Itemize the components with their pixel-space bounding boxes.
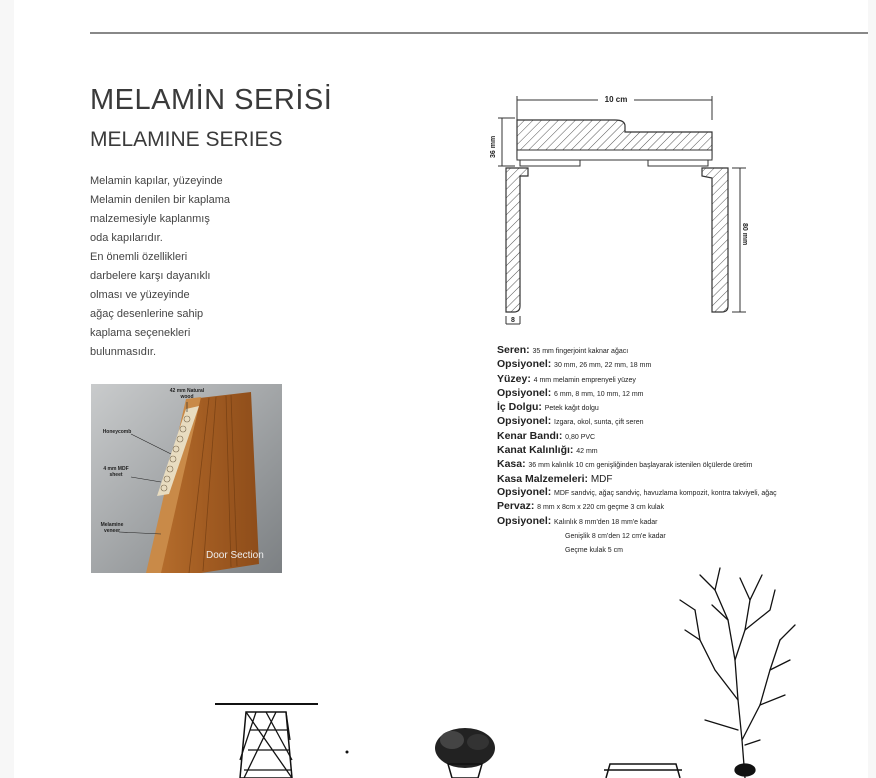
spec-value: Kalınlık 8 mm'den 18 mm'e kadar xyxy=(554,518,658,526)
description-line: Melamin kapılar, yüzeyinde xyxy=(90,175,223,187)
width-label: 10 cm xyxy=(604,95,628,104)
spec-key: Kasa Malzemeleri: xyxy=(497,472,589,485)
description-line: Melamin denilen bir kaplama xyxy=(90,194,231,206)
spec-value: Petek kağıt dolgu xyxy=(544,405,599,413)
branch-tree-illustration xyxy=(680,568,795,778)
page-subtitle: MELAMINE SERIES xyxy=(90,128,283,151)
description-line: oda kapılarıdır. xyxy=(90,232,163,244)
spec-key: Opsiyonel: xyxy=(497,415,552,428)
spec-value: MDF xyxy=(590,473,613,485)
image-caption: Door Section xyxy=(206,550,264,561)
spec-value: 35 mm fingerjoint kaknar ağacı xyxy=(532,348,629,355)
description-line: En önemli özellikleri xyxy=(90,251,188,263)
description-line: olması ve yüzeyinde xyxy=(90,289,190,301)
label-melamine-veneer: Melamine veneer xyxy=(100,522,124,534)
spec-value: 6 mm, 8 mm, 10 mm, 12 mm xyxy=(554,390,644,398)
spec-value: MDF sandviç, ağaç sandviç, havuzlama kompozit, kontra takviyeli, ağaç xyxy=(554,489,777,497)
spec-value: 30 mm, 26 mm, 22 mm, 18 mm xyxy=(554,362,652,370)
spec-key: Opsiyonel: xyxy=(497,485,552,498)
description-line: bulunmasıdır. xyxy=(90,346,157,358)
dot-decoration xyxy=(346,751,349,754)
height-label: 36 mm xyxy=(490,135,497,158)
spec-key: Seren: xyxy=(497,344,530,356)
spec-value: Genişlik 8 cm'den 12 cm'e kadar xyxy=(565,532,666,540)
label-natural-wood: 42 mm Natural wood xyxy=(169,388,205,400)
bench-illustration xyxy=(604,764,682,778)
description-line: darbelere karşı dayanıklı xyxy=(90,270,211,282)
description-line: ağaç desenlerine sahip xyxy=(90,308,204,320)
label-mdf-sheet: 4 mm MDF sheet xyxy=(103,466,129,478)
spec-key: Kanat Kalınlığı: xyxy=(497,444,574,457)
spec-key: Yüzey: xyxy=(497,372,531,385)
spec-key: İç Dolgu: xyxy=(497,401,542,414)
spec-value: 42 mm xyxy=(576,448,598,456)
side-table-illustration xyxy=(215,704,318,778)
spec-key: Opsiyonel: xyxy=(497,358,552,371)
label-honeycomb: Honeycomb xyxy=(102,429,132,435)
spec-key: Pervaz: xyxy=(497,500,535,513)
spec-value: Geçme kulak 5 cm xyxy=(565,547,623,555)
page-title: MELAMİN SERİSİ xyxy=(90,84,333,116)
spec-key: Opsiyonel: xyxy=(497,514,552,527)
description-line: kaplama seçenekleri xyxy=(90,327,191,339)
side-label: 80 mm xyxy=(741,223,748,246)
potted-plant-illustration xyxy=(435,728,495,778)
spec-value: 8 mm x 8cm x 220 cm geçme 3 cm kulak xyxy=(537,504,664,512)
spec-key: Kenar Bandı: xyxy=(497,429,563,442)
description-line: malzemesiyle kaplanmış xyxy=(90,213,210,225)
spec-value: 36 mm kalınlık 10 cm genişliğinden başlayarak istenilen ölçülerde üretim xyxy=(528,462,753,470)
bottom-label: 8 xyxy=(511,317,515,324)
spec-value: 0,80 PVC xyxy=(565,433,596,441)
spec-value: Izgara, okol, sunta, çift seren xyxy=(554,419,644,427)
spec-key: Kasa: xyxy=(497,458,526,471)
spec-key: Opsiyonel: xyxy=(497,386,552,399)
spec-value: 4 mm melamin emprenyeli yüzey xyxy=(533,376,636,384)
